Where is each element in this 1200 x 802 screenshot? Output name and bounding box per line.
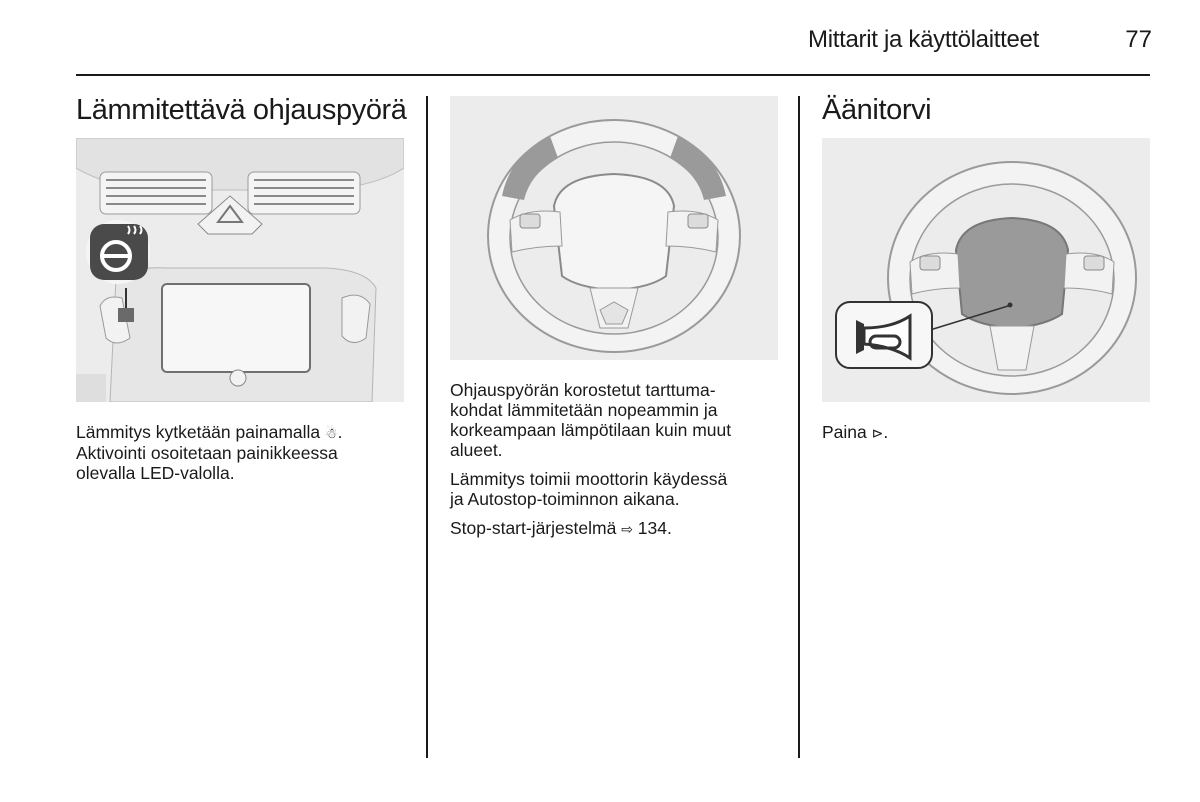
stop-start-page-link[interactable]: 134. <box>637 518 672 538</box>
middle-p2-line1: Lämmitys toimii moottorin käydessä <box>450 469 728 489</box>
heated-steering-wheel-heading: Lämmitettävä ohjauspyörä <box>76 94 407 126</box>
right-body-text <box>822 422 1142 452</box>
middle-p1-line4: alueet. <box>450 440 503 460</box>
middle-p1-line1: Ohjauspyörän korostetut tarttuma- <box>450 380 716 400</box>
middle-p1-line2: kohdat lämmitetään nopeammin ja <box>450 400 718 420</box>
middle-p2-line2: ja Autostop-toiminnon aikana. <box>450 489 680 509</box>
left-text-line3: olevalla LED-valolla. <box>76 463 235 483</box>
middle-body-text <box>450 380 790 548</box>
middle-p1-line3: korkeampaan lämpötilaan kuin muut <box>450 420 732 440</box>
horn-icon: ⊳ <box>871 425 884 441</box>
running-header-title: Mittarit ja käyttölaitteet <box>808 26 1039 53</box>
left-text-line1: Lämmitys kytketään painamalla <box>76 422 321 442</box>
dashboard-illustration <box>76 138 404 402</box>
steering-wheel-grip-illustration <box>450 96 778 360</box>
column-divider-left <box>426 96 428 758</box>
column-divider-right <box>798 96 800 758</box>
heated-wheel-icon: ☃ <box>325 425 338 441</box>
left-period: . <box>337 422 343 442</box>
page-reference-arrow-icon: ⇨ <box>621 521 633 537</box>
stop-start-reference-text: Stop-start-järjestelmä <box>450 518 617 538</box>
horn-instruction-text: Paina <box>822 422 867 442</box>
horn-heading: Äänitorvi <box>822 94 932 126</box>
horn-illustration <box>822 138 1150 402</box>
right-period: . <box>883 422 889 442</box>
left-body-text <box>76 422 416 492</box>
page-number: 77 <box>1125 26 1152 53</box>
left-text-line2: Aktivointi osoitetaan painikkeessa <box>76 443 338 463</box>
header-rule <box>76 74 1150 76</box>
